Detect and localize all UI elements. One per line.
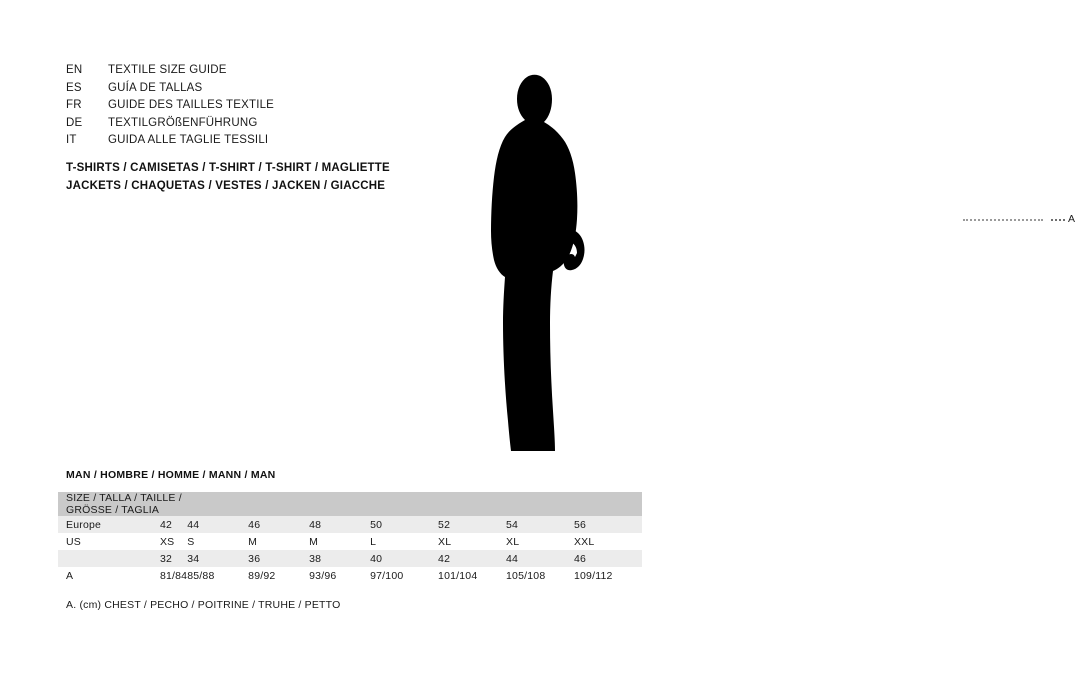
cell: 40 bbox=[370, 550, 438, 567]
table-footnote: A. (cm) CHEST / PECHO / POITRINE / TRUHE / PETTO bbox=[66, 599, 341, 611]
cell: 81/84 bbox=[160, 567, 187, 584]
cell: 50 bbox=[370, 516, 438, 533]
table-row bbox=[58, 516, 642, 533]
size-table bbox=[58, 492, 642, 584]
cell: 105/108 bbox=[506, 567, 574, 584]
cell: 93/96 bbox=[309, 567, 370, 584]
row-label bbox=[58, 550, 160, 567]
cell: 101/104 bbox=[438, 567, 506, 584]
table-row bbox=[58, 533, 642, 550]
cell: XL bbox=[506, 533, 574, 550]
cell: 56 bbox=[574, 516, 642, 533]
language-code: IT bbox=[66, 134, 77, 146]
chest-measure-guide-line-extension bbox=[1051, 219, 1065, 223]
language-code: DE bbox=[66, 116, 83, 129]
language-row bbox=[66, 82, 426, 100]
cell: 36 bbox=[248, 550, 309, 567]
cell: 48 bbox=[309, 516, 370, 533]
language-code: FR bbox=[66, 99, 82, 111]
row-label: US bbox=[58, 533, 160, 550]
language-row bbox=[66, 64, 426, 82]
cell: XL bbox=[438, 533, 506, 550]
silhouette-icon bbox=[455, 55, 665, 455]
language-title: TEXTILE SIZE GUIDE bbox=[108, 64, 227, 76]
language-title: TEXTILGRÖßENFÜHRUNG bbox=[108, 116, 258, 129]
cell: 89/92 bbox=[248, 567, 309, 584]
cell: 34 bbox=[187, 550, 248, 567]
cell: XXL bbox=[574, 533, 642, 550]
man-silhouette-figure bbox=[455, 55, 1075, 455]
row-label: A bbox=[58, 567, 160, 584]
language-row bbox=[66, 99, 426, 117]
cell: 42 bbox=[438, 550, 506, 567]
language-code: ES bbox=[66, 81, 82, 94]
language-code: EN bbox=[66, 64, 83, 76]
table-row bbox=[58, 567, 642, 584]
table-row bbox=[58, 550, 642, 567]
cell: 97/100 bbox=[370, 567, 438, 584]
cell: 44 bbox=[506, 550, 574, 567]
cell: 109/112 bbox=[574, 567, 642, 584]
cell: 42 bbox=[160, 516, 187, 533]
cell: 32 bbox=[160, 550, 187, 567]
cell: 54 bbox=[506, 516, 574, 533]
language-row bbox=[66, 117, 426, 135]
cell: 46 bbox=[574, 550, 642, 567]
cell: 46 bbox=[248, 516, 309, 533]
cell: 52 bbox=[438, 516, 506, 533]
cell: 85/88 bbox=[187, 567, 248, 584]
cell: XS bbox=[160, 533, 187, 550]
garment-line-jackets: JACKETS / CHAQUETAS / VESTES / JACKEN / GIACCHE bbox=[66, 179, 386, 192]
cell: M bbox=[248, 533, 309, 550]
garment-line-tshirts: T-SHIRTS / CAMISETAS / T-SHIRT / T-SHIRT / MAGLIETTE bbox=[66, 162, 390, 174]
language-row bbox=[66, 134, 426, 152]
table-header-row bbox=[58, 492, 642, 516]
table-group-title: MAN / HOMBRE / HOMME / MANN / MAN bbox=[66, 469, 276, 481]
language-title: GUIDE DES TAILLES TEXTILE bbox=[108, 99, 275, 111]
cell: M bbox=[309, 533, 370, 550]
row-label: Europe bbox=[58, 516, 160, 533]
garment-categories bbox=[66, 160, 486, 195]
cell: 38 bbox=[309, 550, 370, 567]
chest-measure-label: A bbox=[1068, 213, 1075, 225]
cell: S bbox=[187, 533, 248, 550]
cell: L bbox=[370, 533, 438, 550]
language-title-list bbox=[66, 64, 426, 152]
language-title: GUÍA DE TALLAS bbox=[108, 81, 203, 94]
cell: 44 bbox=[187, 516, 248, 533]
language-title: GUIDA ALLE TAGLIE TESSILI bbox=[108, 134, 269, 146]
table-header-label: SIZE / TALLA / TAILLE / GRÖSSE / TAGLIA bbox=[58, 492, 187, 516]
chest-measure-guide-line bbox=[963, 219, 1043, 223]
